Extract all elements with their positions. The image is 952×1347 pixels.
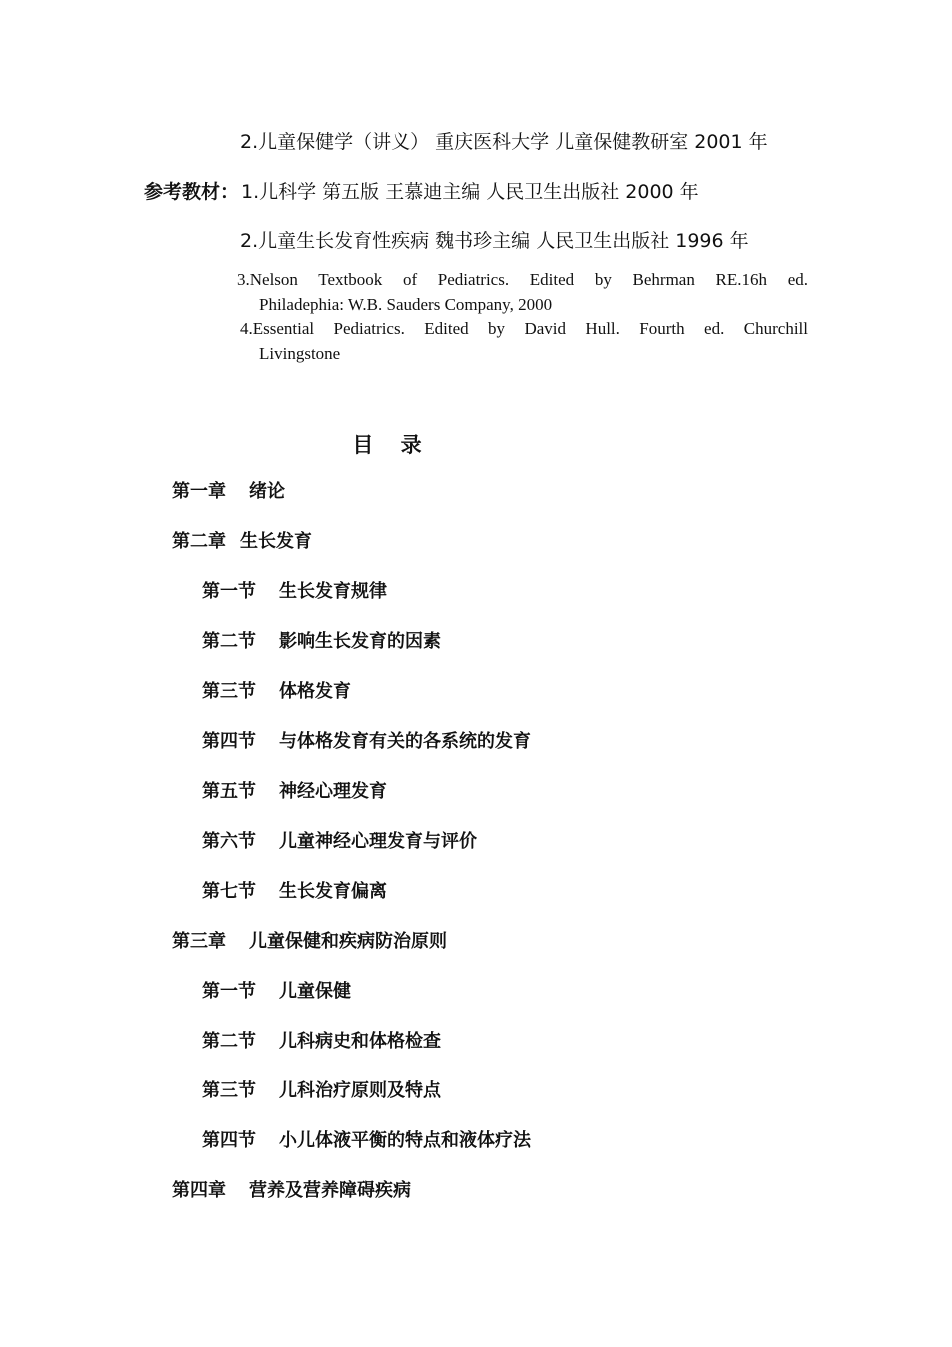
toc-section <box>202 1129 531 1153</box>
toc-number: 第三章 <box>172 931 226 952</box>
toc-entry-title: 与体格发育有关的各系统的发育 <box>279 731 531 752</box>
toc-number: 第三节 <box>202 681 256 702</box>
toc-section <box>202 1079 441 1103</box>
toc-section <box>202 1030 441 1054</box>
toc-entry-title: 儿科病史和体格检查 <box>279 1031 441 1052</box>
reference-item-3-line1: 3.Nelson Textbook of Pediatrics. Edited by Behrman RE.16h ed. <box>237 270 808 289</box>
toc-number: 第四节 <box>202 1130 256 1151</box>
toc-section <box>202 680 351 704</box>
toc-entry-title: 儿童保健 <box>279 981 351 1002</box>
toc-number: 第二节 <box>202 1031 256 1052</box>
toc-entry-title: 营养及营养障碍疾病 <box>249 1180 411 1201</box>
toc-section <box>202 780 387 804</box>
toc-section <box>202 830 477 854</box>
toc-number: 第五节 <box>202 781 256 802</box>
toc-entry-title: 小儿体液平衡的特点和液体疗法 <box>279 1130 531 1151</box>
toc-entry-title: 神经心理发育 <box>279 781 387 802</box>
toc-section <box>202 880 387 904</box>
reference-label: 参考教材： <box>144 181 240 203</box>
toc-entry-title: 生长发育 <box>240 531 312 552</box>
toc-chapter <box>172 530 312 554</box>
toc-entry-title: 绪论 <box>249 481 285 502</box>
toc-title: 目 录 <box>352 433 432 457</box>
toc-entry-title: 体格发育 <box>279 681 351 702</box>
toc-number: 第一节 <box>202 581 256 602</box>
toc-chapter <box>172 1179 411 1203</box>
toc-entry-title: 生长发育规律 <box>279 581 387 602</box>
toc-entry-title: 儿童保健和疾病防治原则 <box>249 931 447 952</box>
toc-number: 第六节 <box>202 831 256 852</box>
reference-item-3-line2: Philadephia: W.B. Sauders Company, 2000 <box>259 295 553 314</box>
toc-number: 第四节 <box>202 731 256 752</box>
reference-item-2: 2.儿童生长发育性疾病 魏书珍主编 人民卫生出版社 1996 年 <box>240 230 749 252</box>
toc-number: 第二节 <box>202 631 256 652</box>
toc-entry-title: 儿童神经心理发育与评价 <box>279 831 477 852</box>
toc-number: 第三节 <box>202 1080 256 1101</box>
toc-entry-title: 生长发育偏离 <box>279 881 387 902</box>
reference-item-4-line2: Livingstone <box>259 344 341 363</box>
toc-number: 第七节 <box>202 881 256 902</box>
reference-item-1: 1.儿科学 第五版 王慕迪主编 人民卫生出版社 2000 年 <box>241 181 699 203</box>
toc-section <box>202 730 531 754</box>
toc-chapter <box>172 930 447 954</box>
toc-section <box>202 630 441 654</box>
toc-number: 第一章 <box>172 481 226 502</box>
toc-number: 第一节 <box>202 981 256 1002</box>
toc-section <box>202 980 351 1004</box>
toc-chapter <box>172 480 285 504</box>
toc-number: 第二章 <box>172 531 226 552</box>
toc-number: 第四章 <box>172 1180 226 1201</box>
toc-entry-title: 影响生长发育的因素 <box>279 631 441 652</box>
toc-section <box>202 580 387 604</box>
reference-item-2-top: 2.儿童保健学（讲义） 重庆医科大学 儿童保健教研室 2001 年 <box>240 131 768 153</box>
toc-entry-title: 儿科治疗原则及特点 <box>279 1080 441 1101</box>
reference-item-4-line1: 4.Essential Pediatrics. Edited by David Hull. Fourth ed. Churchill <box>240 319 808 338</box>
